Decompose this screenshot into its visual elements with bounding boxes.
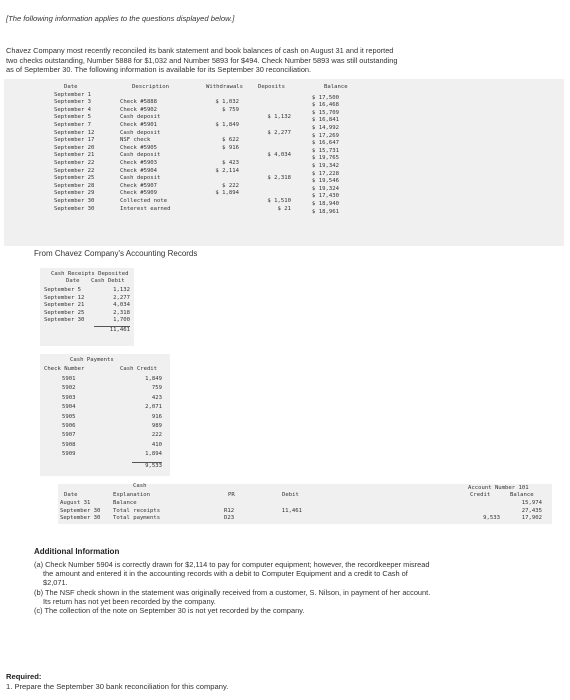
cash-payments-number-header: Check Number — [44, 366, 85, 372]
bank-statement — [54, 84, 554, 249]
bank-row-description: Cash deposit — [120, 129, 161, 136]
ledger-row-explanation: Balance — [113, 500, 137, 506]
bank-row-date: September 5 — [54, 114, 92, 121]
receipt-amount: 1,132 — [113, 287, 130, 293]
ledger-row-explanation: Total receipts — [113, 507, 161, 514]
intro-line: as of September 30. The following information is available for its September 30 reconciliation. — [6, 65, 312, 75]
receipt-date: September 12 — [44, 294, 85, 301]
bank-row-date: September 4 — [54, 106, 92, 113]
bank-row-deposit: $ 21 — [277, 205, 291, 212]
receipt-amount: 4,034 — [113, 302, 130, 308]
ledger-row-pr: R12 — [224, 507, 235, 514]
payment-check-number: 5908 — [62, 441, 76, 448]
cash-receipts-title: Cash Receipts Deposited — [51, 271, 129, 277]
intro-paragraph — [6, 46, 554, 75]
bank-row-deposit: $ 1,510 — [267, 197, 291, 204]
bank-row-balance: $ 18,961 — [312, 208, 339, 215]
bank-withdrawals-header: Withdrawals — [206, 84, 244, 90]
ledger-row-credit: 9,533 — [483, 515, 500, 522]
ledger-date-header: Date — [64, 492, 78, 498]
payment-check-number: 5905 — [62, 413, 76, 420]
payments-total: 9,533 — [145, 462, 162, 469]
payment-amount: 423 — [151, 394, 162, 401]
bank-row-balance: $ 17,500 — [312, 94, 339, 101]
bank-row-description: NSF check — [120, 137, 151, 144]
intro-note: [The following information applies to the questions displayed below.] — [6, 14, 235, 23]
additional-item-line: (b) The NSF check shown in the statement was originally received from a customer, S. Nilson, in payment of her account. — [34, 587, 431, 597]
additional-item-line: $2,071. — [43, 578, 68, 588]
bank-row-withdrawal: $ 1,894 — [215, 190, 239, 197]
bank-row-balance: $ 17,430 — [312, 193, 339, 200]
bank-row-balance: $ 16,468 — [312, 102, 339, 109]
bank-row-withdrawal: $ 916 — [222, 144, 239, 151]
additional-title: Additional Information — [34, 547, 120, 556]
additional-list — [34, 560, 560, 615]
records-title: From Chavez Company's Accounting Records — [34, 249, 198, 258]
ledger-debit-header: Debit — [282, 492, 299, 498]
bank-row-description: Interest earned — [120, 205, 171, 212]
bank-row-balance: $ 15,731 — [312, 147, 339, 154]
bank-description-header: Description — [132, 84, 170, 90]
payment-amount: 2,071 — [145, 404, 162, 411]
bank-row-balance: $ 17,228 — [312, 170, 339, 177]
required-item: 1. Prepare the September 30 bank reconciliation for this company. — [6, 682, 229, 691]
bank-row-date: September 29 — [54, 190, 95, 197]
intro-line: Chavez Company most recently reconciled its bank statement and book balances of cash on August 31 and it reported — [6, 46, 394, 55]
bank-row-deposit: $ 2,318 — [267, 175, 291, 182]
required-title: Required: — [6, 672, 42, 681]
bank-row-date: September 22 — [54, 167, 95, 174]
bank-row-description: Cash deposit — [120, 152, 161, 159]
bank-row-date: September 22 — [54, 159, 95, 166]
ledger-row-date: September 30 — [60, 507, 101, 514]
additional-item — [34, 606, 560, 615]
bank-row-description: Check #5903 — [120, 159, 158, 166]
ledger-pr-header: PR — [228, 492, 235, 498]
ledger-row-balance: 27,435 — [521, 507, 542, 514]
bank-row-date: September 21 — [54, 152, 95, 159]
bank-row-description: Check #5905 — [120, 144, 158, 151]
payment-check-number: 5906 — [62, 423, 76, 429]
additional-item-line: Its return has not yet been recorded by the company. — [43, 596, 216, 606]
ledger-row-pr: D23 — [224, 515, 235, 522]
payment-amount: 1,849 — [145, 376, 162, 382]
additional-item-line: (c) The collection of the note on September 30 is not yet recorded by the company. — [34, 606, 305, 616]
bank-row-withdrawal: $ 759 — [222, 106, 239, 113]
bank-row-date: September 30 — [54, 205, 95, 212]
ledger-row-balance: 15,974 — [521, 500, 542, 506]
bank-row-balance: $ 14,992 — [312, 124, 339, 131]
intro-line: two checks outstanding, Number 5888 for $1,032 and Number 5893 for $494. Check Number 5893 was still outstanding — [6, 55, 398, 65]
payment-amount: 222 — [151, 432, 162, 439]
payment-amount: 410 — [151, 441, 162, 448]
ledger-row-date: September 30 — [60, 515, 101, 522]
additional-item — [34, 560, 560, 588]
bank-row-description: Cash deposit — [120, 114, 161, 121]
bank-row-description: Cash deposit — [120, 175, 161, 182]
payment-amount: 989 — [151, 423, 162, 429]
bank-row-balance: $ 19,324 — [312, 185, 339, 192]
bank-row-withdrawal: $ 622 — [222, 137, 239, 144]
ledger-account-label: Account Number 101 — [468, 485, 529, 491]
receipt-amount: 2,318 — [113, 309, 130, 316]
bank-row-date: September 25 — [54, 175, 95, 182]
bank-row-balance: $ 19,342 — [312, 162, 339, 169]
cash-payments-title: Cash Payments — [70, 357, 114, 363]
bank-row-withdrawal: $ 1,032 — [215, 99, 239, 106]
bank-row-date: September 3 — [54, 99, 92, 106]
receipt-date: September 5 — [44, 287, 82, 293]
bank-row-description: Check #5888 — [120, 99, 158, 106]
bank-row-deposit: $ 1,132 — [267, 114, 291, 121]
bank-row-description: Check #5904 — [120, 167, 158, 174]
payment-amount: 759 — [151, 385, 162, 392]
receipt-amount: 1,700 — [113, 317, 130, 323]
payment-check-number: 5903 — [62, 394, 76, 401]
bank-row-description: Collected note — [120, 197, 168, 204]
ledger-balance-header: Balance — [510, 492, 534, 498]
ledger-credit-header: Credit — [470, 492, 491, 498]
bank-row-deposit: $ 2,277 — [267, 129, 291, 136]
bank-row-description: Check #5907 — [120, 182, 158, 189]
payment-check-number: 5901 — [62, 376, 76, 382]
ledger-cash-label: Cash — [133, 483, 147, 489]
bank-row-balance: $ 17,269 — [312, 132, 339, 139]
bank-row-balance: $ 18,940 — [312, 200, 339, 207]
bank-deposits-header: Deposits — [258, 84, 285, 90]
bank-row-withdrawal: $ 423 — [222, 159, 239, 166]
ledger-explanation-header: Explanation — [113, 492, 151, 498]
bank-row-date: September 30 — [54, 197, 95, 204]
payment-amount: 1,894 — [145, 451, 162, 458]
bank-row-description: Check #5909 — [120, 190, 158, 197]
ledger-row-explanation: Total payments — [113, 515, 161, 522]
bank-row-balance: $ 16,647 — [312, 140, 339, 147]
cash-receipts-debit-header: Cash Debit — [91, 278, 125, 284]
bank-row-date: September 7 — [54, 121, 92, 128]
bank-row-date: September 12 — [54, 129, 95, 136]
bank-row-balance: $ 19,546 — [312, 178, 339, 185]
receipt-date: September 21 — [44, 302, 85, 308]
receipt-date: September 30 — [44, 317, 85, 323]
cash-receipts-date-header: Date — [66, 278, 80, 284]
payment-check-number: 5907 — [62, 432, 76, 439]
payment-check-number: 5904 — [62, 404, 76, 411]
additional-item-line: (a) Check Number 5904 is correctly drawn for $2,114 to pay for computer equipment; however, the recordkeeper misread — [34, 560, 430, 569]
ledger-row-debit: 11,461 — [281, 507, 302, 514]
receipt-amount: 2,277 — [113, 294, 130, 301]
bank-row-withdrawal: $ 1,849 — [215, 121, 239, 128]
bank-row-date: September 20 — [54, 144, 95, 151]
ledger-row-balance: 17,902 — [521, 515, 542, 522]
bank-row-withdrawal: $ 2,114 — [215, 167, 239, 174]
bank-date-header: Date — [64, 84, 78, 90]
receipts-total: 11,461 — [109, 326, 130, 333]
payment-check-number: 5909 — [62, 451, 76, 458]
bank-row-balance: $ 16,841 — [312, 117, 339, 124]
ledger-row-date: August 31 — [60, 500, 91, 506]
bank-row-description: Check #5902 — [120, 106, 158, 113]
bank-row-description: Check #5901 — [120, 121, 158, 128]
bank-row-date: September 1 — [54, 91, 92, 98]
bank-row-deposit: $ 4,034 — [267, 152, 291, 159]
bank-row-withdrawal: $ 222 — [222, 182, 239, 189]
payment-check-number: 5902 — [62, 385, 76, 392]
additional-item-line: the amount and entered it in the accounting records with a debit to Computer Equipment and a credit to Cash of — [43, 569, 408, 579]
payment-amount: 916 — [151, 413, 162, 420]
receipt-date: September 25 — [44, 309, 85, 316]
additional-item — [34, 588, 560, 606]
bank-row-balance: $ 19,765 — [312, 155, 339, 162]
bank-row-date: September 17 — [54, 137, 95, 144]
bank-row-date: September 28 — [54, 182, 95, 189]
bank-balance-header: Balance — [324, 84, 348, 90]
bank-row-balance: $ 15,709 — [312, 109, 339, 116]
cash-payments-credit-header: Cash Credit — [120, 366, 158, 372]
